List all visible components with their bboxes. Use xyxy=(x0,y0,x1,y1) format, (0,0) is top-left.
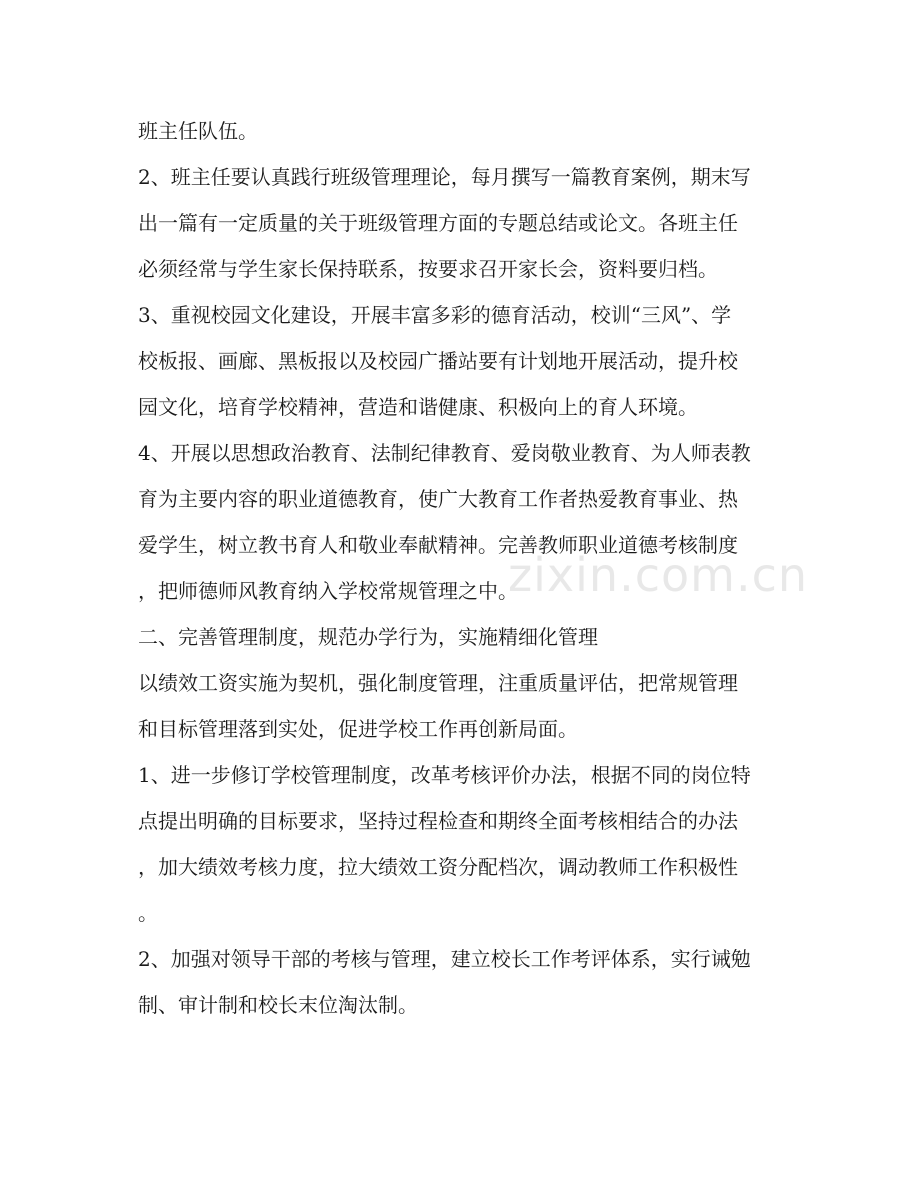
text-line-9: 育为主要内容的职业道德教育，使广大教育工作者热爱教育事业、热 xyxy=(138,487,738,511)
text-line-11: ，把师德师风教育纳入学校常规管理之中。 xyxy=(138,579,518,603)
text-line-14: 和目标管理落到实处，促进学校工作再创新局面。 xyxy=(138,717,578,741)
text-line-20: 制、审计制和校长末位淘汰制。 xyxy=(138,993,418,1017)
text-line-17: ，加大绩效考核力度，拉大绩效工资分配档次，调动教师工作积极性 xyxy=(138,855,738,879)
text-line-15: 1、进一步修订学校管理制度，改革考核评价办法，根据不同的岗位特 xyxy=(138,763,751,787)
text-line-7: 园文化，培育学校精神，营造和谐健康、积极向上的育人环境。 xyxy=(138,395,698,419)
section-heading: 二、完善管理制度，规范办学行为，实施精细化管理 xyxy=(138,625,598,649)
text-line-16: 点提出明确的目标要求，坚持过程检查和期终全面考核相结合的办法 xyxy=(138,809,738,833)
text-line-2: 2、班主任要认真践行班级管理理论，每月撰写一篇教育案例，期末写 xyxy=(138,165,751,189)
text-line-19: 2、加强对领导干部的考核与管理，建立校长工作考评体系，实行诫勉 xyxy=(138,947,751,971)
text-line-6: 校板报、画廊、黑板报以及校园广播站要有计划地开展活动，提升校 xyxy=(138,349,738,373)
text-line-13: 以绩效工资实施为契机，强化制度管理，注重质量评估，把常规管理 xyxy=(138,671,738,695)
text-line-5: 3、重视校园文化建设，开展丰富多彩的德育活动，校训“三风”、学 xyxy=(138,303,732,327)
text-line-4: 必须经常与学生家长保持联系，按要求召开家长会，资料要归档。 xyxy=(138,257,718,281)
text-line-18: 。 xyxy=(138,901,158,925)
text-line-8: 4、开展以思想政治教育、法制纪律教育、爱岗敬业教育、为人师表教 xyxy=(138,441,751,465)
text-line-1: 班主任队伍。 xyxy=(138,119,258,143)
text-line-3: 出一篇有一定质量的关于班级管理方面的专题总结或论文。各班主任 xyxy=(138,211,738,235)
document-body xyxy=(138,108,788,1028)
text-line-10: 爱学生，树立教书育人和敬业奉献精神。完善教师职业道德考核制度 xyxy=(138,533,738,557)
watermark: zixin.com.cn xyxy=(508,548,809,602)
